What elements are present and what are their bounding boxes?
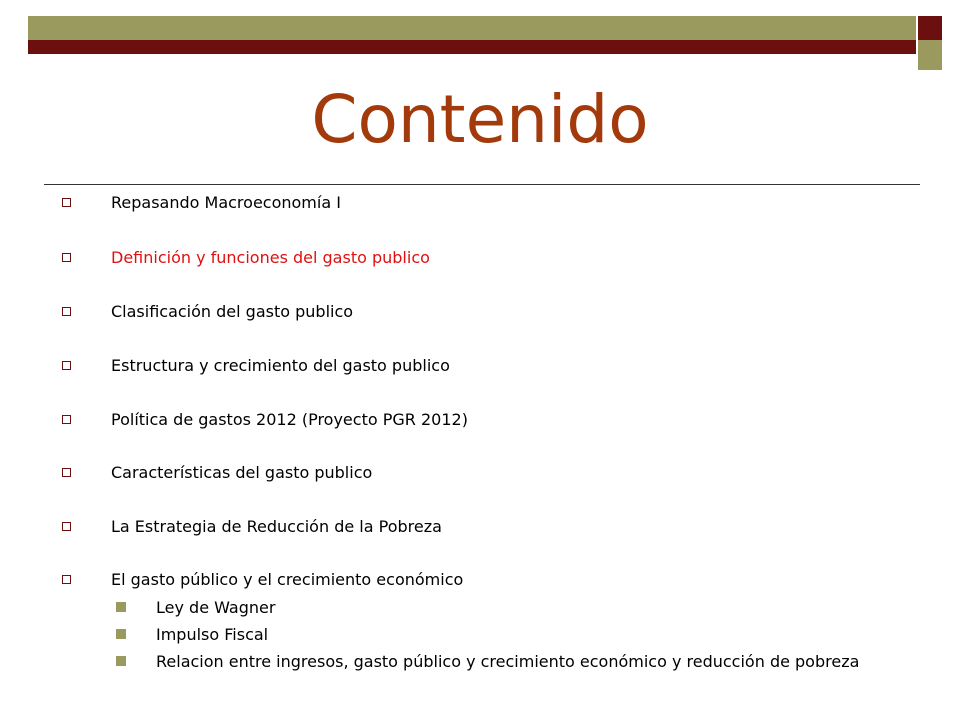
list-item bbox=[62, 514, 442, 538]
filled-square-bullet-icon bbox=[116, 656, 126, 666]
square-bullet-icon bbox=[62, 575, 71, 584]
sub-list-item bbox=[116, 649, 859, 673]
list-item bbox=[62, 190, 341, 214]
list-item-label: La Estrategia de Reducción de la Pobreza bbox=[111, 516, 442, 536]
sub-list-item-label: Relacion entre ingresos, gasto público y crecimiento económico y reducción de pobreza bbox=[156, 651, 860, 671]
list-item bbox=[62, 567, 463, 591]
square-bullet-icon bbox=[62, 522, 71, 531]
list-item-highlighted bbox=[62, 245, 430, 269]
list-item-label: Política de gastos 2012 (Proyecto PGR 2012) bbox=[111, 409, 468, 429]
list-item-label: Estructura y crecimiento del gasto publico bbox=[111, 355, 450, 375]
list-item-label: Definición y funciones del gasto publico bbox=[111, 247, 430, 267]
sub-list-item bbox=[116, 622, 268, 646]
square-bullet-icon bbox=[62, 415, 71, 424]
square-bullet-icon bbox=[62, 307, 71, 316]
square-bullet-icon bbox=[62, 468, 71, 477]
square-bullet-icon bbox=[62, 253, 71, 262]
list-item-label: El gasto público y el crecimiento económico bbox=[111, 569, 464, 589]
sub-list-item-label: Impulso Fiscal bbox=[156, 624, 269, 644]
square-bullet-icon bbox=[62, 198, 71, 207]
square-bullet-icon bbox=[62, 361, 71, 370]
list-item bbox=[62, 460, 372, 484]
filled-square-bullet-icon bbox=[116, 602, 126, 612]
list-item-label: Clasificación del gasto publico bbox=[111, 301, 354, 321]
list-item-label: Características del gasto publico bbox=[111, 462, 373, 482]
list-item bbox=[62, 353, 450, 377]
list-item bbox=[62, 299, 353, 323]
list-item bbox=[62, 407, 468, 431]
filled-square-bullet-icon bbox=[116, 629, 126, 639]
slide-title: Contenido bbox=[311, 81, 649, 158]
list-item-label: Repasando Macroeconomía I bbox=[111, 192, 341, 212]
sub-list-item bbox=[116, 595, 275, 619]
sub-list-item-label: Ley de Wagner bbox=[156, 597, 276, 617]
